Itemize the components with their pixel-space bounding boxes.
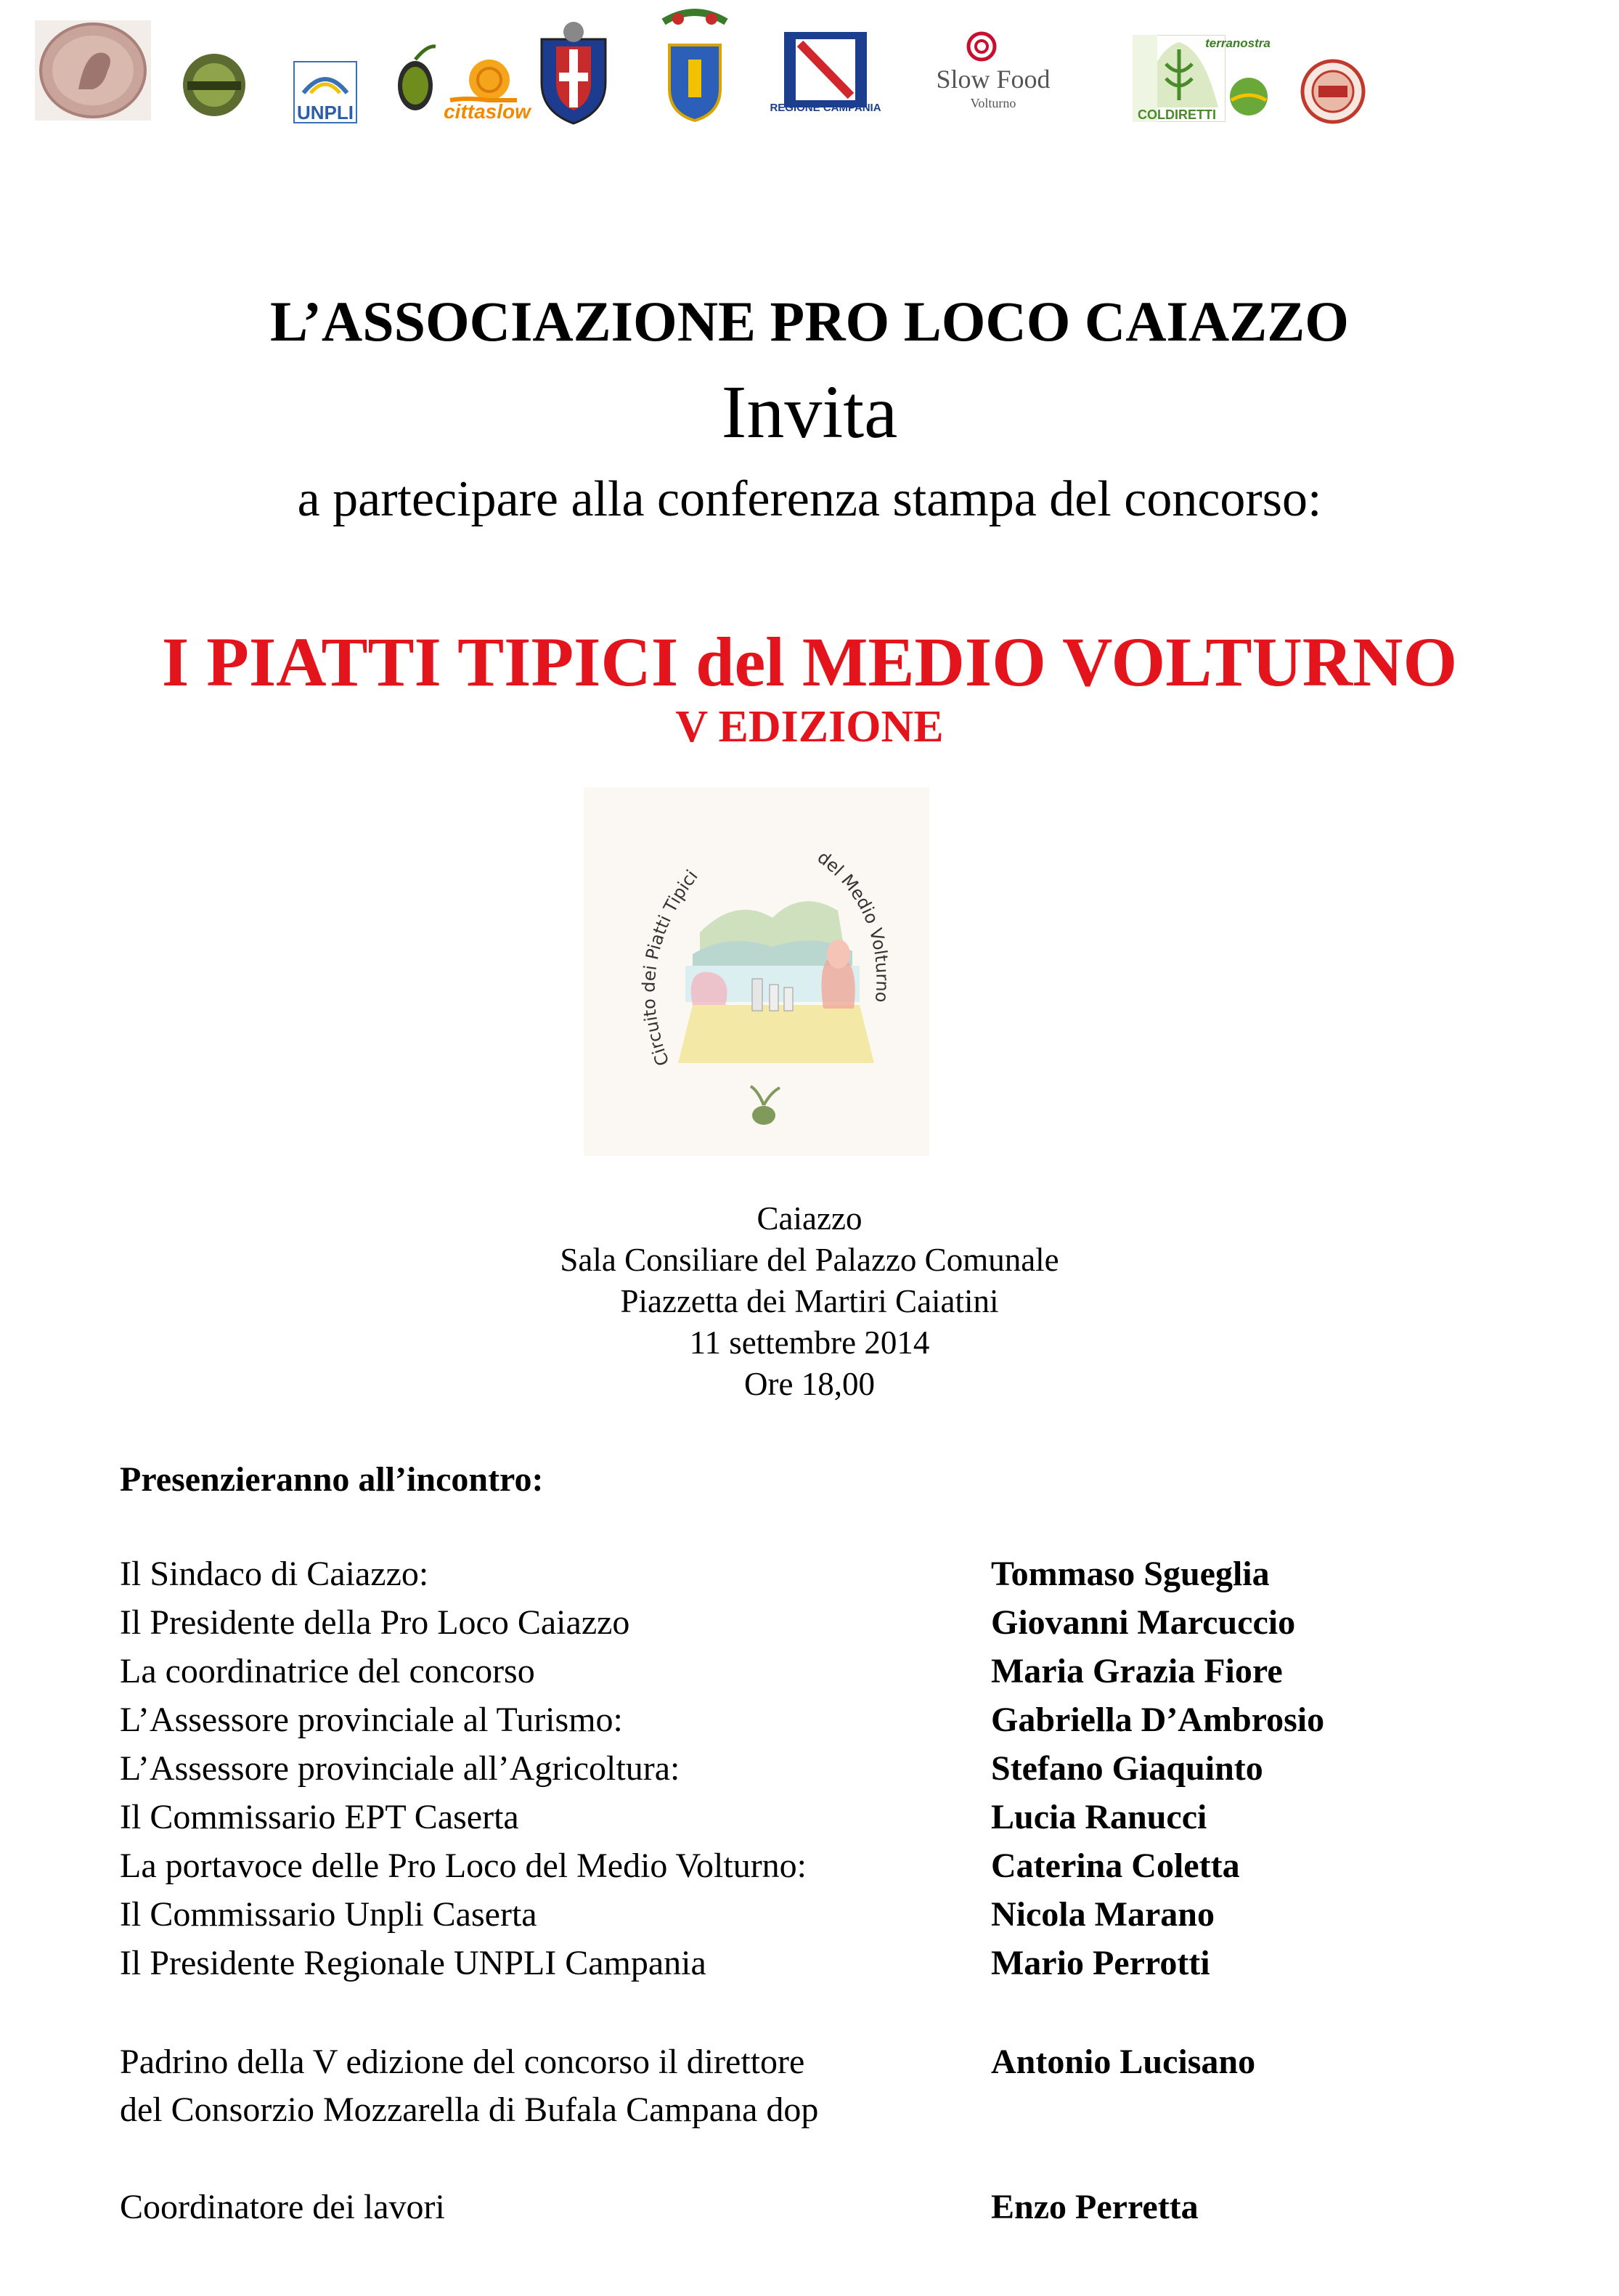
invita-heading: Invita: [721, 370, 898, 454]
attendee-role: Il Sindaco di Caiazzo:: [120, 1555, 429, 1593]
illustration-arc-text-right: del Medio Volturno: [813, 847, 893, 1004]
cittaslow-logo-text: cittaslow: [444, 100, 531, 123]
godfather-line-2: del Consorzio Mozzarella di Bufala Campana dop: [120, 2091, 819, 2129]
province-crest-logo: [656, 7, 733, 123]
sponsor-logo-strip: [0, 0, 1619, 138]
venue-city: Caiazzo: [757, 1200, 862, 1237]
attendee-role: Il Commissario Unpli Caserta: [120, 1895, 537, 1934]
venue-hall: Sala Consiliare del Palazzo Comunale: [560, 1242, 1059, 1278]
rooster-seal-logo: [35, 20, 151, 121]
venue-date: 11 settembre 2014: [689, 1324, 930, 1361]
event-title: I PIATTI TIPICI del MEDIO VOLTURNO: [161, 623, 1458, 701]
attendees-heading: Presenzieranno all’incontro:: [120, 1460, 544, 1499]
olive-logo: [391, 38, 440, 119]
coordinator-name: Enzo Perretta: [991, 2188, 1199, 2226]
attendee-name: Maria Grazia Fiore: [991, 1652, 1283, 1690]
attendee-name: Giovanni Marcuccio: [991, 1603, 1296, 1642]
green-emblem-logo: [179, 52, 250, 118]
attendee-role: L’Assessore provinciale al Turismo:: [120, 1701, 623, 1739]
event-edition: V EDIZIONE: [675, 702, 944, 752]
illustration-arc-text-left: Circuito dei Piatti Tipici: [638, 866, 702, 1069]
attendee-name: Gabriella D’Ambrosio: [991, 1701, 1325, 1739]
venue-block: [0, 1198, 1619, 1405]
attendee-role: La portavoce delle Pro Loco del Medio Volturno:: [120, 1847, 807, 1885]
slow-food-snail-logo: [961, 30, 1002, 64]
event-illustration-logo: [584, 787, 929, 1156]
attendee-name: Nicola Marano: [991, 1895, 1215, 1934]
regione-campania-logo-text: REGIONE CAMPANIA: [770, 102, 881, 114]
attendee-role: La coordinatrice del concorso: [120, 1652, 535, 1690]
godfather-name: Antonio Lucisano: [991, 2043, 1256, 2081]
attendee-role: L’Assessore provinciale all’Agricoltura:: [120, 1749, 680, 1788]
venue-time: Ore 18,00: [744, 1366, 875, 1402]
attendee-name: Caterina Coletta: [991, 1847, 1240, 1885]
invitation-subtitle: a partecipare alla conferenza stampa del concorso:: [297, 471, 1322, 527]
coldiretti-logo-text: COLDIRETTI: [1138, 107, 1216, 122]
red-seal-logo: [1292, 58, 1374, 125]
association-title: L’ASSOCIAZIONE PRO LOCO CAIAZZO: [270, 290, 1349, 353]
attendee-role: Il Presidente Regionale UNPLI Campania: [120, 1944, 706, 1982]
venue-square: Piazzetta dei Martiri Caiatini: [620, 1283, 999, 1319]
attendee-role: Il Presidente della Pro Loco Caiazzo: [120, 1603, 630, 1642]
coat-of-arms-logo: [527, 17, 620, 126]
attendee-name: Tommaso Sgueglia: [991, 1555, 1270, 1593]
terranostra-logo-text: terranostra: [1205, 36, 1271, 50]
terranostra-circle-logo: [1227, 76, 1271, 118]
coordinator-label: Coordinatore dei lavori: [120, 2188, 445, 2226]
attendee-name: Stefano Giaquinto: [991, 1749, 1263, 1788]
attendee-name: Mario Perrotti: [991, 1944, 1210, 1982]
regione-campania-logo: [778, 32, 873, 107]
slow-food-logo-subtext: Volturno: [970, 96, 1016, 110]
godfather-line-1: Padrino della V edizione del concorso il direttore: [120, 2043, 805, 2081]
slow-food-logo-text: Slow Food: [936, 65, 1051, 94]
attendee-role: Il Commissario EPT Caserta: [120, 1798, 519, 1836]
cittaslow-snail-logo: [444, 55, 524, 106]
attendee-name: Lucia Ranucci: [991, 1798, 1207, 1836]
unpli-logo-text: UNPLI: [297, 102, 354, 123]
